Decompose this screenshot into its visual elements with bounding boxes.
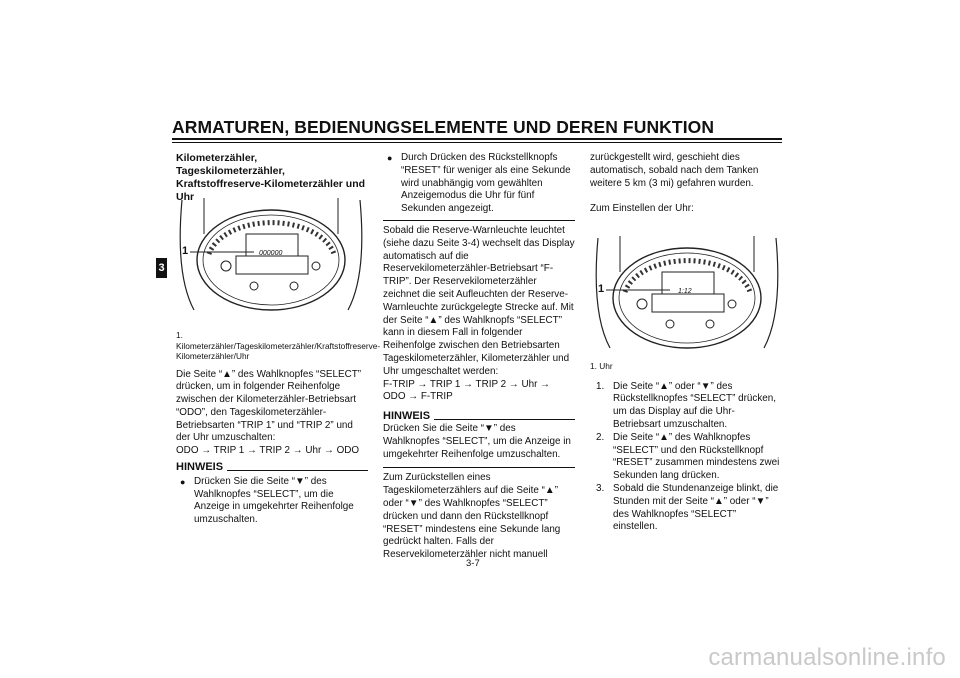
step-number: 2. <box>596 431 605 443</box>
column-3 <box>590 152 782 534</box>
note-heading <box>176 461 368 474</box>
figure-callout-number: 1 <box>182 245 189 257</box>
paragraph: Die Seite “▲” des Wahlknopfes “SELECT” drücken, um in folgender Reihenfolge zwischen der Kilometerzähler-Betriebsart “ODO”, den Tageskilometerzähler-Betriebsarten “TRIP 1” und “TRIP 2” und der Uhr umzuschalten: <box>176 368 362 444</box>
note-end-rule <box>383 467 575 468</box>
step-text: Sobald die Stundenanzeige blinkt, die Stunden mit der Seite “▲” oder “▼” des Wahlknopfes “SELECT” einstellen. <box>613 483 779 533</box>
figure-clock-readout: 1:12 <box>678 288 692 295</box>
note-bullet <box>383 152 575 216</box>
note-bullet-text: Durch Drücken des Rückstellknopfs “RESET” für weniger als eine Sekunde wird unabhängig vom gewählten Anzeigemodus die Uhr für fünf Sekunden angezeigt. <box>401 152 571 215</box>
section-heading: Kilometerzähler, Tageskilometerzähler, Kraftstoffreserve-Kilometerzähler und Uhr <box>176 152 366 203</box>
figure-caption: 1. Kilometerzähler/Tageskilometerzähler/Kraftstoffreserve-Kilometerzähler/Uhr <box>176 330 381 361</box>
note-bullet-text: Drücken Sie die Seite “▼” des Wahlknopfes “SELECT”, um die Anzeige in umgekehrter Reihenfolge umzuschalten. <box>194 475 354 526</box>
note-label: HINWEIS <box>176 461 224 474</box>
figure-odo-readout: 000000 <box>259 250 283 257</box>
speedometer-figure <box>174 194 368 314</box>
title-rule-thin <box>172 142 782 143</box>
paragraph: Sobald die Reserve-Warnleuchte leuchtet (siehe dazu Seite 3-4) wechselt das Display automatisch auf die Reservekilometerzähler-Betriebsart “F-TRIP”. Der Reservekilometerzähler zeichnet die seit Aufleuchten der Reserve-Warnleuchte zurückgelegte Strecke auf. Mit der Seite “▲” des Wahlknopfs “SELECT” kann in diesem Fall in folgender Reihenfolge zwischen den Betriebsarten Tageskilometerzähler, Kilometerzähler und Uhr umgeschaltet werden: <box>383 224 575 377</box>
note-bullet <box>176 476 368 527</box>
paragraph: Zum Einstellen der Uhr: <box>590 203 694 215</box>
title-rule <box>172 138 782 140</box>
watermark: carmanualsonline.info <box>708 644 946 671</box>
column-1 <box>176 152 381 527</box>
step-number: 3. <box>596 483 605 495</box>
list-item <box>596 432 782 483</box>
paragraph: Zum Zurückstellen eines Tageskilometerzählers auf die Seite “▲” oder “▼” des Wahlknopfes “SELECT” drücken und dann den Rückstellknopf “RESET” mindestens eine Sekunde lang gedrückt halten. Falls der Reservekilometerzähler nicht manuell <box>383 472 561 561</box>
note-text: Drücken Sie die Seite “▼” des Wahlknopfes “SELECT”, um die Anzeige in umgekehrter Reihenfolge umzuschalten. <box>383 422 571 460</box>
list-item <box>596 381 782 432</box>
note-heading <box>383 410 575 423</box>
step-number: 1. <box>596 380 605 392</box>
note-end-rule <box>383 220 575 221</box>
page-title: ARMATUREN, BEDIENUNGSELEMENTE UND DEREN FUNKTION <box>172 117 715 137</box>
steps-list <box>590 381 782 535</box>
note-label: HINWEIS <box>383 410 431 423</box>
paragraph: zurückgestellt wird, geschieht dies automatisch, sobald nach dem Tanken weitere 5 km (3 mi) gefahren wurden. <box>590 152 759 189</box>
step-text: Die Seite “▲” oder “▼” des Rückstellknopfes “SELECT” drücken, um das Display auf die Uhr-Betriebsart umzuschalten. <box>613 380 777 431</box>
page-number: 3-7 <box>466 558 480 569</box>
clock-figure <box>590 234 784 352</box>
list-item <box>596 483 782 534</box>
figure-caption: 1. Uhr <box>590 361 613 372</box>
mode-sequence: F-TRIP → TRIP 1 → TRIP 2 → Uhr → ODO → F-TRIP <box>383 378 550 403</box>
mode-sequence: ODO → TRIP 1 → TRIP 2 → Uhr → ODO <box>176 445 360 457</box>
bullet-icon: ● <box>180 476 186 487</box>
column-2 <box>383 152 575 562</box>
bullet-icon: ● <box>387 153 393 163</box>
figure-callout-number: 1 <box>598 283 605 295</box>
step-text: Die Seite “▲” des Wahlknopfes “SELECT” und den Rückstellknopf “RESET” zusammen mindestens zwei Sekunden lang drücken. <box>613 431 780 482</box>
chapter-tab: 3 <box>156 258 167 278</box>
